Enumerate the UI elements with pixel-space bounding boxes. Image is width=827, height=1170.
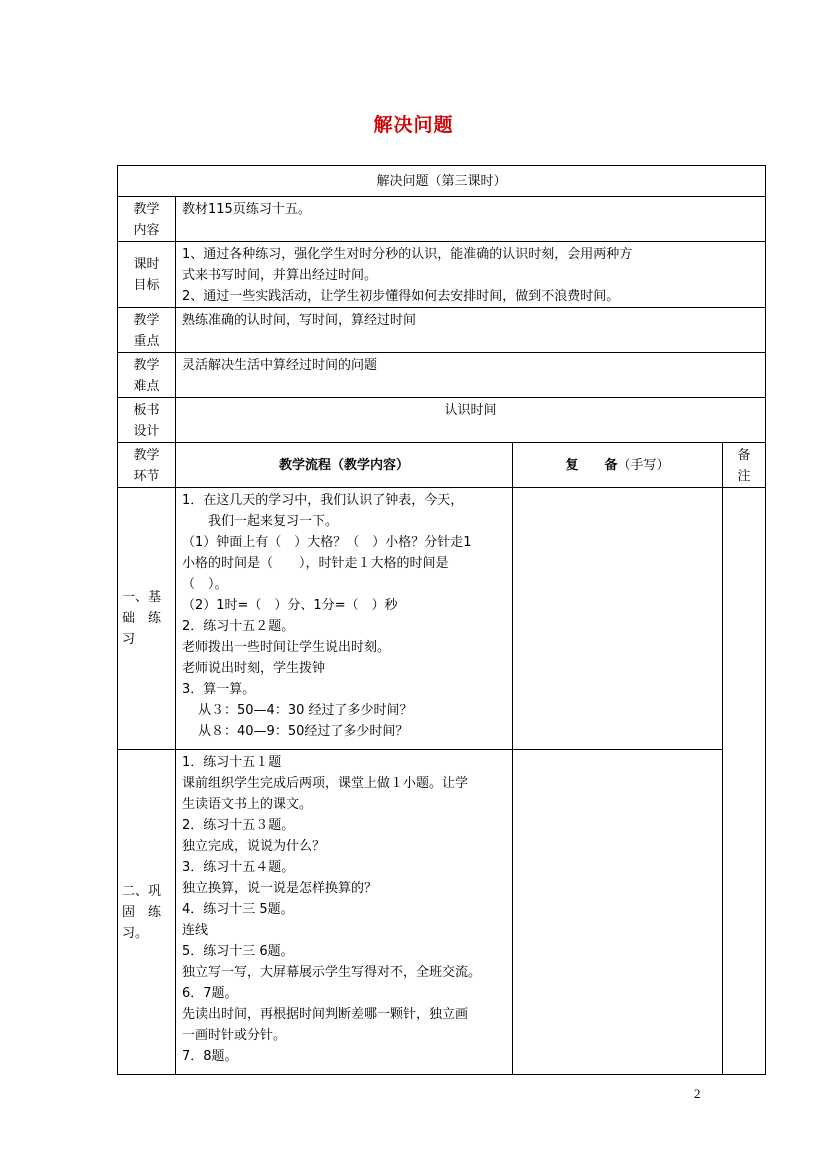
section-consolidation-content (176, 750, 513, 1075)
process-line: 连线 (182, 923, 209, 938)
process-line: 小格的时间是（ ），时针走１大格的时间是 (182, 556, 449, 571)
section-basic-prep (513, 488, 723, 750)
goal-line: 1、通过各种练习，强化学生对时分秒的认识，能准确的认识时刻，会用两种方 (182, 247, 633, 262)
goals-text (176, 242, 766, 308)
note-column-header: 备 注 (723, 443, 766, 488)
process-line: 5．练习十三 6题。 (182, 944, 294, 959)
process-line: 生读语文书上的课文。 (182, 797, 313, 812)
process-line: 2．练习十五２题。 (182, 619, 295, 634)
process-line: 6．7题。 (182, 986, 238, 1001)
note-column (723, 488, 766, 1075)
content-text: 教材115页练习十五。 (176, 197, 766, 242)
process-line: 从８：40—9：50经过了多少时间？ (198, 724, 409, 739)
process-line: 1．练习十五１题 (182, 755, 282, 770)
process-line: 3．练习十五４题。 (182, 860, 295, 875)
process-line: 独立写一写，大屏幕展示学生写得对不，全班交流。 (182, 965, 482, 980)
process-line: （1）钟面上有（ ）大格？（ ）小格？分针走1 (182, 535, 472, 550)
lesson-header: 解决问题（第三课时） (118, 166, 766, 197)
key-row (118, 308, 766, 353)
lesson-plan-table (117, 165, 766, 1075)
lesson-header-row (118, 166, 766, 197)
process-line: 独立完成，说说为什么？ (182, 839, 326, 854)
process-column-header: 教学流程（教学内容） (176, 443, 513, 488)
difficulty-row (118, 353, 766, 398)
process-line: 老师拨出一些时间让学生说出时刻。 (182, 640, 391, 655)
difficulty-label: 教学 难点 (118, 353, 176, 398)
goals-label: 课时 目标 (118, 242, 176, 308)
goals-row (118, 242, 766, 308)
process-line: 4．练习十三 5题。 (182, 902, 294, 917)
process-line: 2．练习十五３题。 (182, 818, 295, 833)
process-line: 1．在这几天的学习中，我们认识了钟表，今天， (182, 493, 464, 508)
process-line: 老师说出时刻，学生拨钟 (182, 661, 326, 676)
stage-column-header: 教学 环节 (118, 443, 176, 488)
section-basic-content (176, 488, 513, 750)
process-line: 先读出时间，再根据时间判断差哪一颗针，独立画 (182, 1007, 469, 1022)
page-number: 2 (694, 1086, 701, 1101)
section-basic-practice (118, 488, 766, 750)
process-line: （ ）。 (182, 577, 228, 592)
process-line: 7．8题。 (182, 1049, 238, 1064)
board-label: 板书 设计 (118, 398, 176, 443)
process-line: 独立换算，说一说是怎样换算的？ (182, 881, 378, 896)
difficulty-text: 灵活解决生活中算经过时间的问题 (176, 353, 766, 398)
section-consolidation-practice (118, 750, 766, 1075)
section-consolidation-label: 二、巩 固 练 习。 (118, 750, 176, 1075)
board-row (118, 398, 766, 443)
goal-line: 2、通过一些实践活动，让学生初步懂得如何去安排时间，做到不浪费时间。 (182, 289, 620, 304)
column-header-row (118, 443, 766, 488)
goal-line: 式来书写时间，并算出经过时间。 (182, 268, 378, 283)
key-label: 教学 重点 (118, 308, 176, 353)
content-row (118, 197, 766, 242)
process-line: 我们一起来复习一下。 (208, 514, 339, 529)
key-text: 熟练准确的认时间，写时间，算经过时间 (176, 308, 766, 353)
content-label: 教学 内容 (118, 197, 176, 242)
process-line: 一画时针或分针。 (182, 1028, 287, 1043)
process-line: （2）1时=（ ）分、1分=（ ）秒 (182, 598, 398, 613)
prep-column-header: 复 备（手写） (513, 443, 723, 488)
document-title: 解决问题 (373, 114, 454, 136)
board-text: 认识时间 (176, 398, 766, 443)
section-consolidation-prep (513, 750, 723, 1075)
process-line: 课前组织学生完成后两项，课堂上做１小题。让学 (182, 776, 469, 791)
process-line: 3．算一算。 (182, 682, 256, 697)
section-basic-label: 一、基 础 练 习 (118, 488, 176, 750)
process-line: 从３：50—4：30 经过了多少时间？ (198, 703, 413, 718)
